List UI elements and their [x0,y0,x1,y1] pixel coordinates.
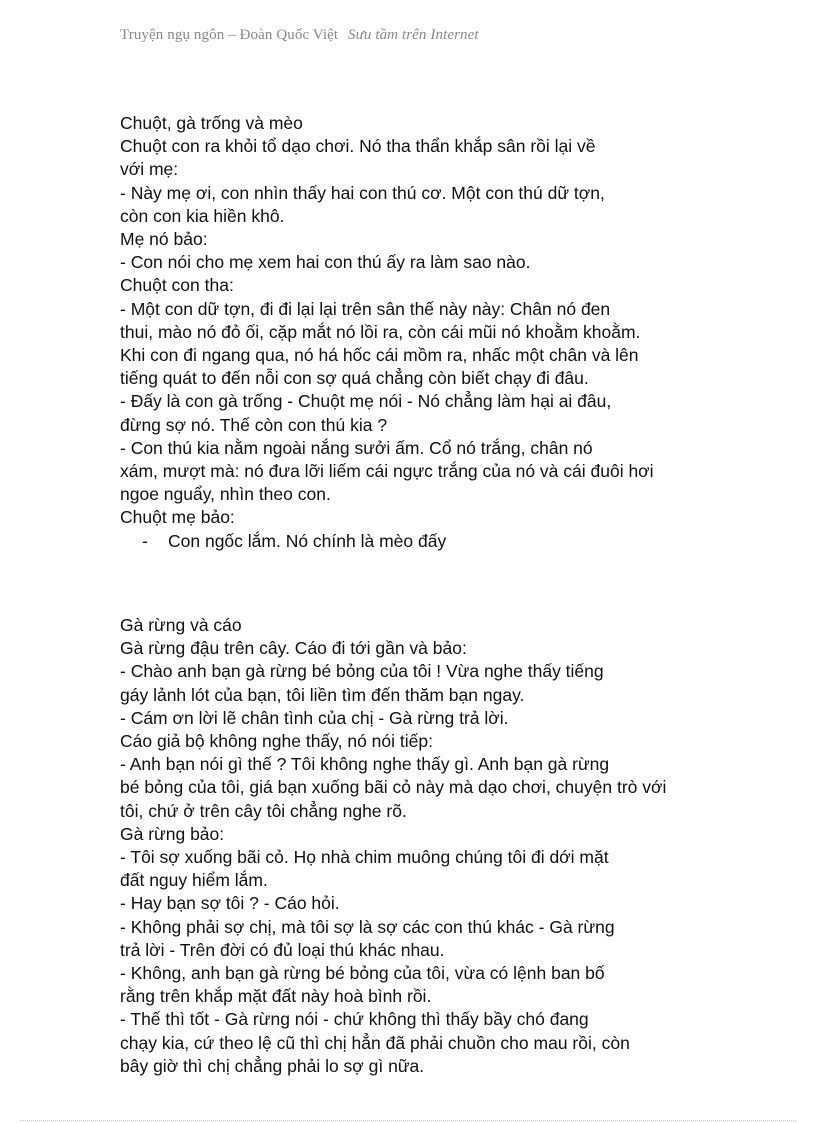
story-line: Gà rừng đậu trên cây. Cáo đi tới gần và bảo: [120,638,467,659]
story-line: xám, mượt mà: nó đưa lỡi liếm cái ngực trắng của nó và cái đuôi hơi [120,461,654,482]
story-line: gáy lảnh lót của bạn, tôi liền tìm đến thăm bạn ngay. [120,684,525,705]
story-title: Gà rừng và cáo [120,615,242,635]
story-line: - Cám ơn lời lẽ chân tình của chị - Gà rừng trả lời. [120,707,509,728]
header-title: Truyện ngụ ngôn – Đoàn Quốc Việt [120,27,339,43]
story-line: đừng sợ nó. Thế còn con thú kia ? [120,414,388,435]
story-line: - Không phải sợ chị, mà tôi sợ là sợ các con thú khác - Gà rừng [120,916,615,937]
story-line: tôi, chứ ở trên cây tôi chẳng nghe rõ. [120,800,407,821]
story-chuot-ga-trong-va-meo [120,112,720,553]
story-line: Mẹ nó bảo: [120,229,208,250]
bullet-dash: - [142,530,148,551]
story-line: bé bỏng của tôi, giá bạn xuống bãi cỏ này mà dạo chơi, chuyện trò với [120,777,667,798]
story-line: với mẹ: [120,159,179,180]
story-line: chạy kia, cứ theo lệ cũ thì chị hẳn đã phải chuồn cho mau rồi, còn [120,1032,630,1053]
header-credit: Sưu tầm trên Internet [347,27,479,43]
story-line: Chuột mẹ bảo: [120,507,235,528]
page-bottom-divider [20,1120,796,1121]
story-line: - Hay bạn sợ tôi ? - Cáo hỏi. [120,893,340,914]
page-header [120,27,479,44]
story-line: thui, mào nó đỏ ối, cặp mắt nó lồi ra, còn cái mũi nó khoằm khoằm. [120,321,641,342]
story-line: - Anh bạn nói gì thế ? Tôi không nghe thấy gì. Anh bạn gà rừng [120,754,610,775]
story-ga-rung-va-cao [120,614,720,1078]
story-line: bây giờ thì chị chẳng phải lo sợ gì nữa. [120,1055,425,1076]
story-line: Chuột con tha: [120,275,234,296]
story-line: - Đấy là con gà trống - Chuột mẹ nói - Nó chẳng làm hại ai đâu, [120,391,612,412]
story-line: đất nguy hiểm lắm. [120,870,268,891]
story-line: - Thế thì tốt - Gà rừng nói - chứ không thì thấy bầy chó đang [120,1009,589,1030]
bullet-item [120,530,720,553]
story-line: - Tôi sợ xuống bãi cỏ. Họ nhà chim muông chúng tôi đi dới mặt [120,847,609,868]
story-line: Khi con đi ngang qua, nó há hốc cái mồm ra, nhấc một chân và lên [120,345,639,366]
story-line: - Này mẹ ơi, con nhìn thấy hai con thú cơ. Một con thú dữ tợn, [120,182,605,203]
story-line: ngoe nguẩy, nhìn theo con. [120,484,331,505]
story-line: - Con thú kia nằm ngoài nắng sưởi ấm. Cổ nó trắng, chân nó [120,437,593,458]
story-line: - Không, anh bạn gà rừng bé bỏng của tôi, vừa có lệnh ban bố [120,963,605,984]
story-line: tiếng quát to đến nỗi con sợ quá chẳng còn biết chạy đi đâu. [120,368,589,389]
story-line: - Chào anh bạn gà rừng bé bỏng của tôi ! Vừa nghe thấy tiếng [120,661,604,682]
bullet-text: Con ngốc lắm. Nó chính là mèo đấy [168,530,447,551]
story-line: Cáo giả bộ không nghe thấy, nó nói tiếp: [120,731,433,752]
story-line: trả lời - Trên đời có đủ loại thú khác nhau. [120,939,445,960]
story-line: Gà rừng bảo: [120,823,225,844]
story-line: - Con nói cho mẹ xem hai con thú ấy ra làm sao nào. [120,252,531,273]
story-line: rằng trên khắp mặt đất này hoà bình rồi. [120,986,432,1007]
story-line: còn con kia hiền khô. [120,205,285,226]
story-line: Chuột con ra khỏi tổ dạo chơi. Nó tha thẩn khắp sân rồi lại về [120,136,596,157]
story-line: - Một con dữ tợn, đi đi lại lại trên sân thế này này: Chân nó đen [120,298,611,319]
story-title: Chuột, gà trống và mèo [120,113,303,133]
